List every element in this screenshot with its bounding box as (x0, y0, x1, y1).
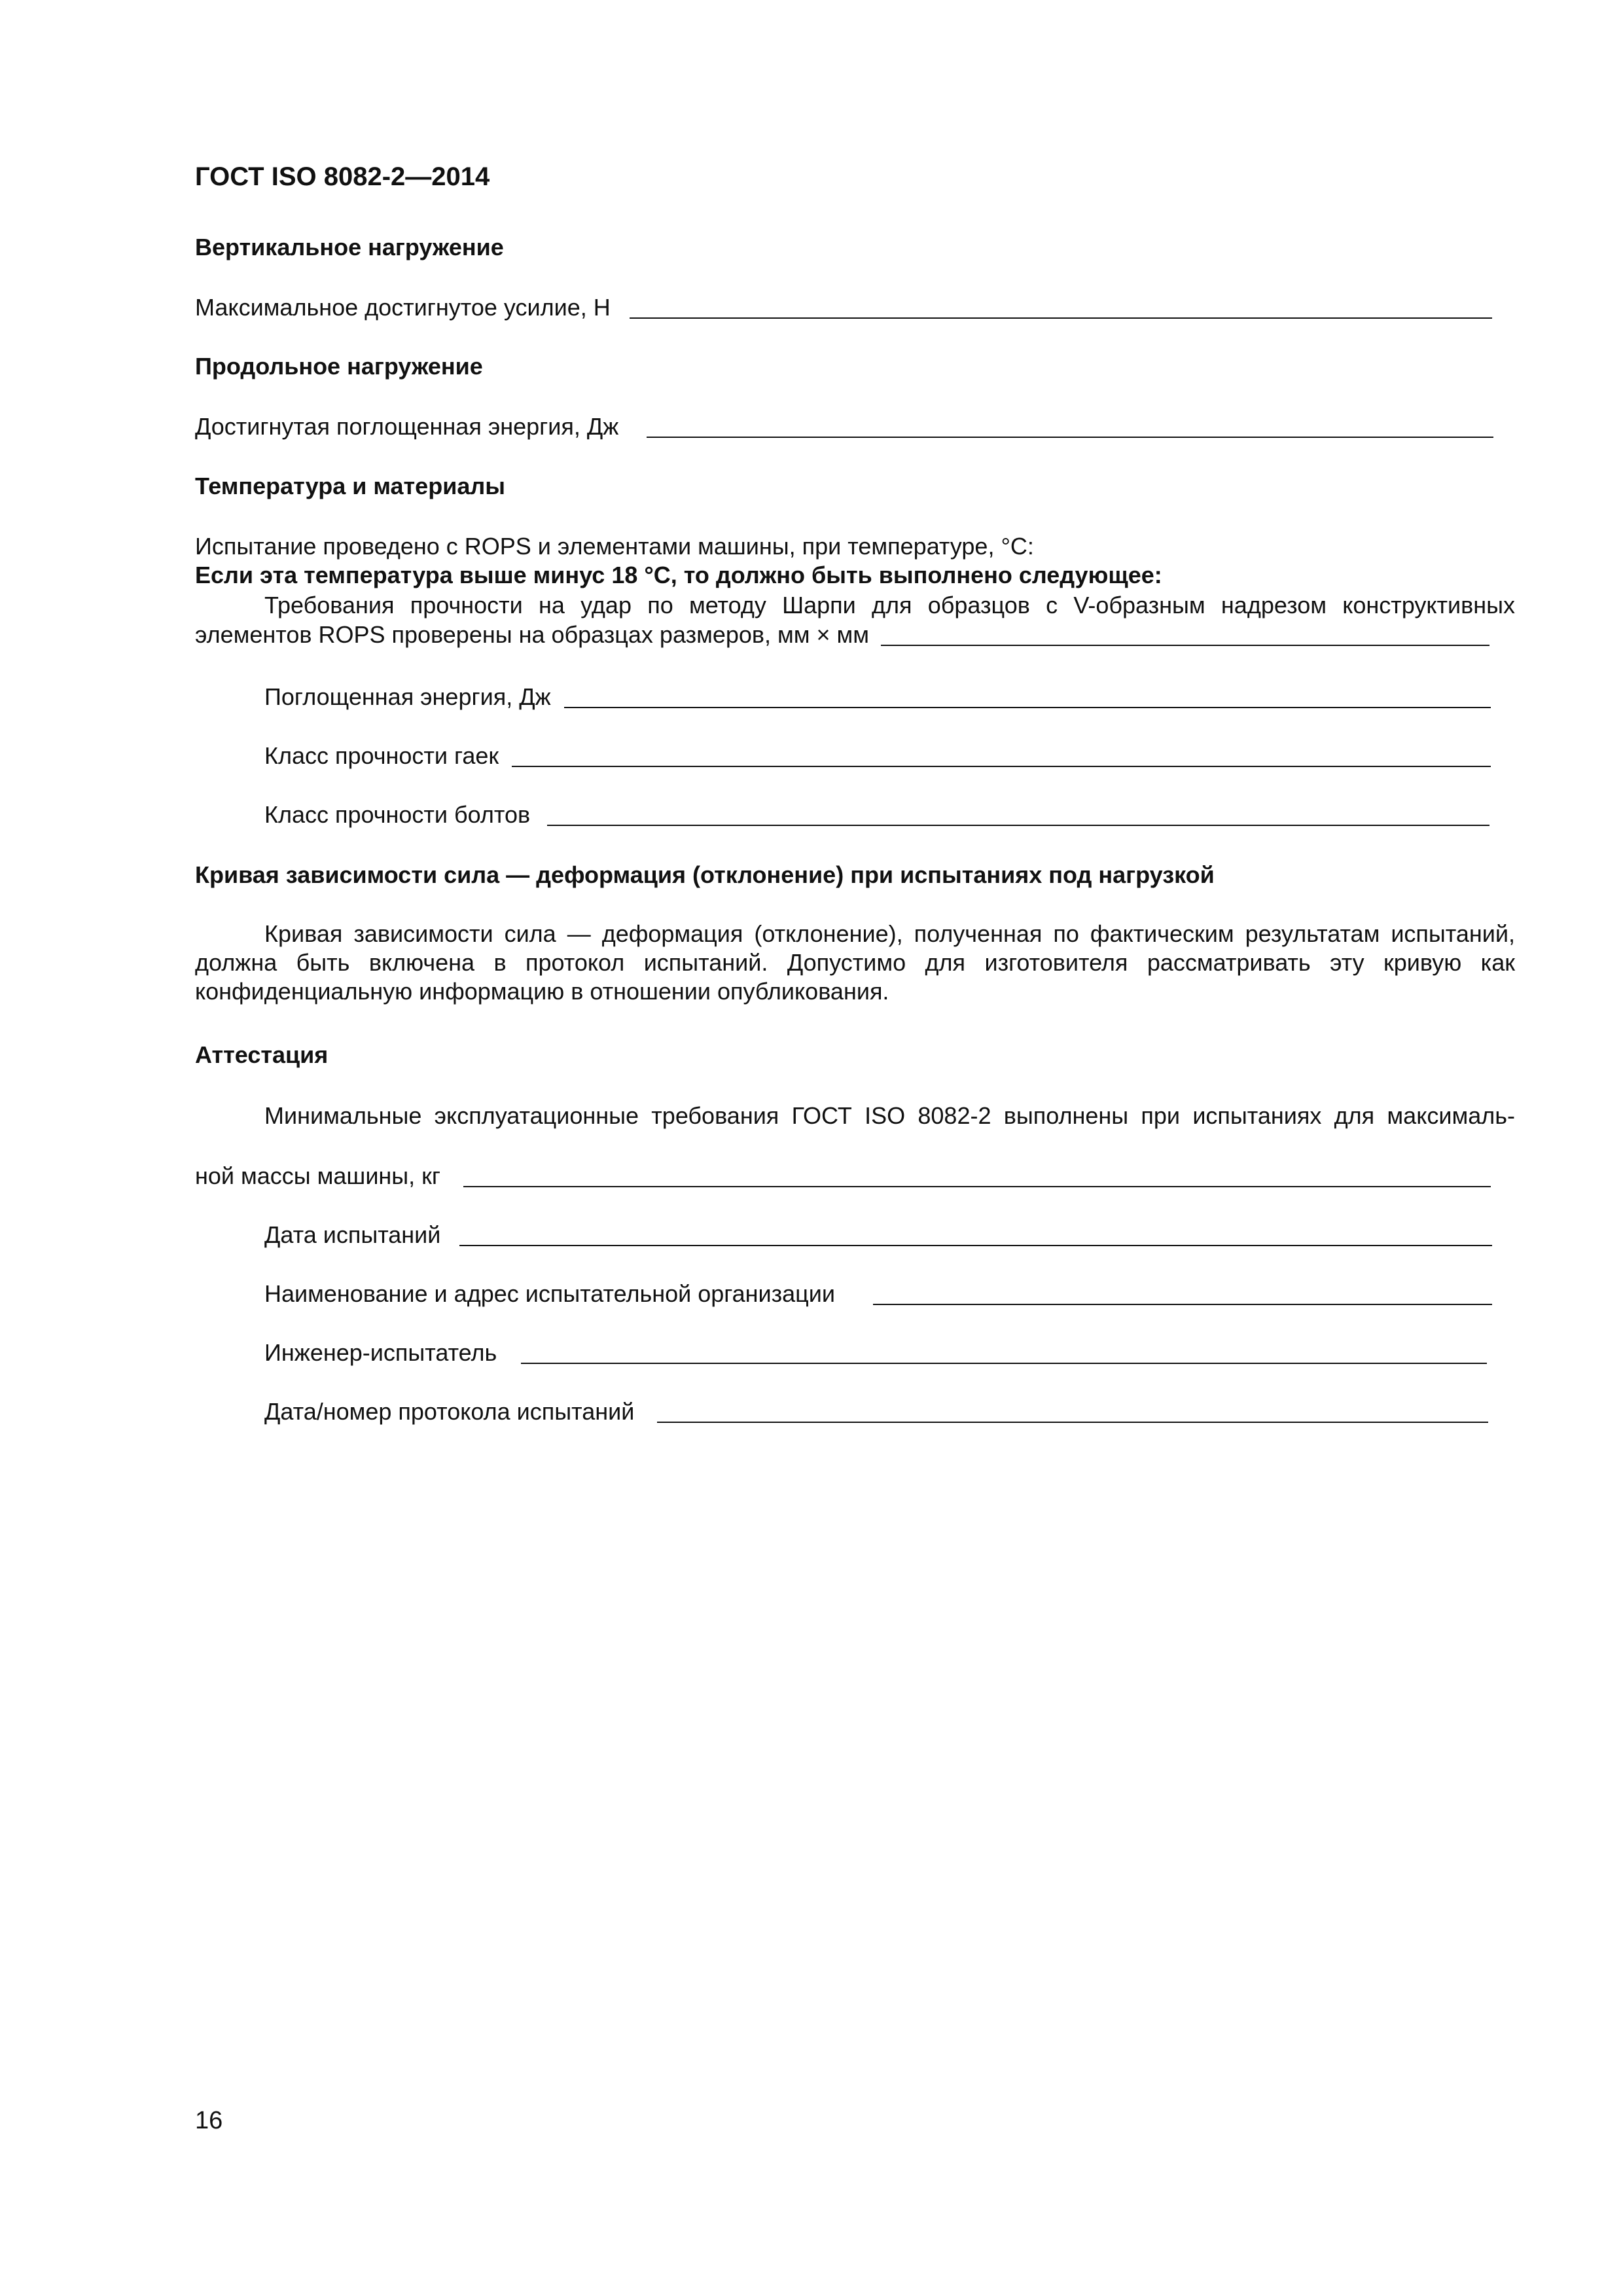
heading-attestation: Аттестация (195, 1041, 329, 1068)
test-engineer-label: Инженер-испытатель (264, 1339, 497, 1366)
force-deflection-paragraph: Кривая зависимости сила — деформация (отклонение), полученная по фактическим результатам испытаний, должна быть включена в протокол испытаний. Допустимо для изготовителя рассматривать эту кривую как конфиденциальную информацию в отношении опубликования. (195, 920, 1515, 1005)
attestation-requirements-line: Минимальные эксплуатационные требования ГОСТ ISO 8082-2 выполнены при испытаниях для максималь- (264, 1102, 1515, 1129)
max-mass-field[interactable] (463, 1186, 1491, 1187)
max-force-field[interactable] (630, 317, 1492, 319)
absorbed-energy-field[interactable] (564, 707, 1491, 708)
heading-force-deflection-curve: Кривая зависимости сила — деформация (отклонение) при испытаниях под нагрузкой (195, 861, 1215, 888)
absorbed-energy-achieved-label: Достигнутая поглощенная энергия, Дж (195, 413, 619, 440)
heading-longitudinal-loading: Продольное нагружение (195, 353, 483, 380)
max-mass-label: ной массы машины, кг (195, 1162, 441, 1189)
test-date-field[interactable] (459, 1245, 1492, 1246)
heading-temperature-materials: Температура и материалы (195, 473, 505, 499)
document-title: ГОСТ ISO 8082-2—2014 (195, 162, 490, 191)
charpy-specimen-size-field[interactable] (881, 645, 1489, 646)
nut-class-label: Класс прочности гаек (264, 742, 499, 769)
test-date-label: Дата испытаний (264, 1221, 441, 1248)
test-engineer-field[interactable] (521, 1363, 1487, 1364)
bolt-class-field[interactable] (547, 825, 1489, 826)
test-temperature-line: Испытание проведено с ROPS и элементами машины, при температуре, °С: (195, 533, 1034, 560)
absorbed-energy-label: Поглощенная энергия, Дж (264, 683, 551, 710)
protocol-label: Дата/номер протокола испытаний (264, 1398, 635, 1425)
protocol-field[interactable] (657, 1422, 1488, 1423)
test-organization-label: Наименование и адрес испытательной организации (264, 1280, 835, 1307)
bolt-class-label: Класс прочности болтов (264, 801, 531, 828)
max-force-label: Максимальное достигнутое усилие, Н (195, 294, 611, 321)
heading-vertical-loading: Вертикальное нагружение (195, 234, 504, 260)
charpy-requirements-line: Требования прочности на удар по методу Шарпи для образцов с V-образным надрезом конструктивных (264, 592, 1515, 619)
charpy-specimen-size-label: элементов ROPS проверены на образцах размеров, мм × мм (195, 621, 870, 648)
temperature-condition-line: Если эта температура выше минус 18 °С, то должно быть выполнено следующее: (195, 562, 1162, 588)
nut-class-field[interactable] (512, 766, 1491, 767)
test-organization-field[interactable] (873, 1304, 1492, 1305)
absorbed-energy-achieved-field[interactable] (647, 437, 1493, 438)
page-number: 16 (195, 2107, 223, 2134)
